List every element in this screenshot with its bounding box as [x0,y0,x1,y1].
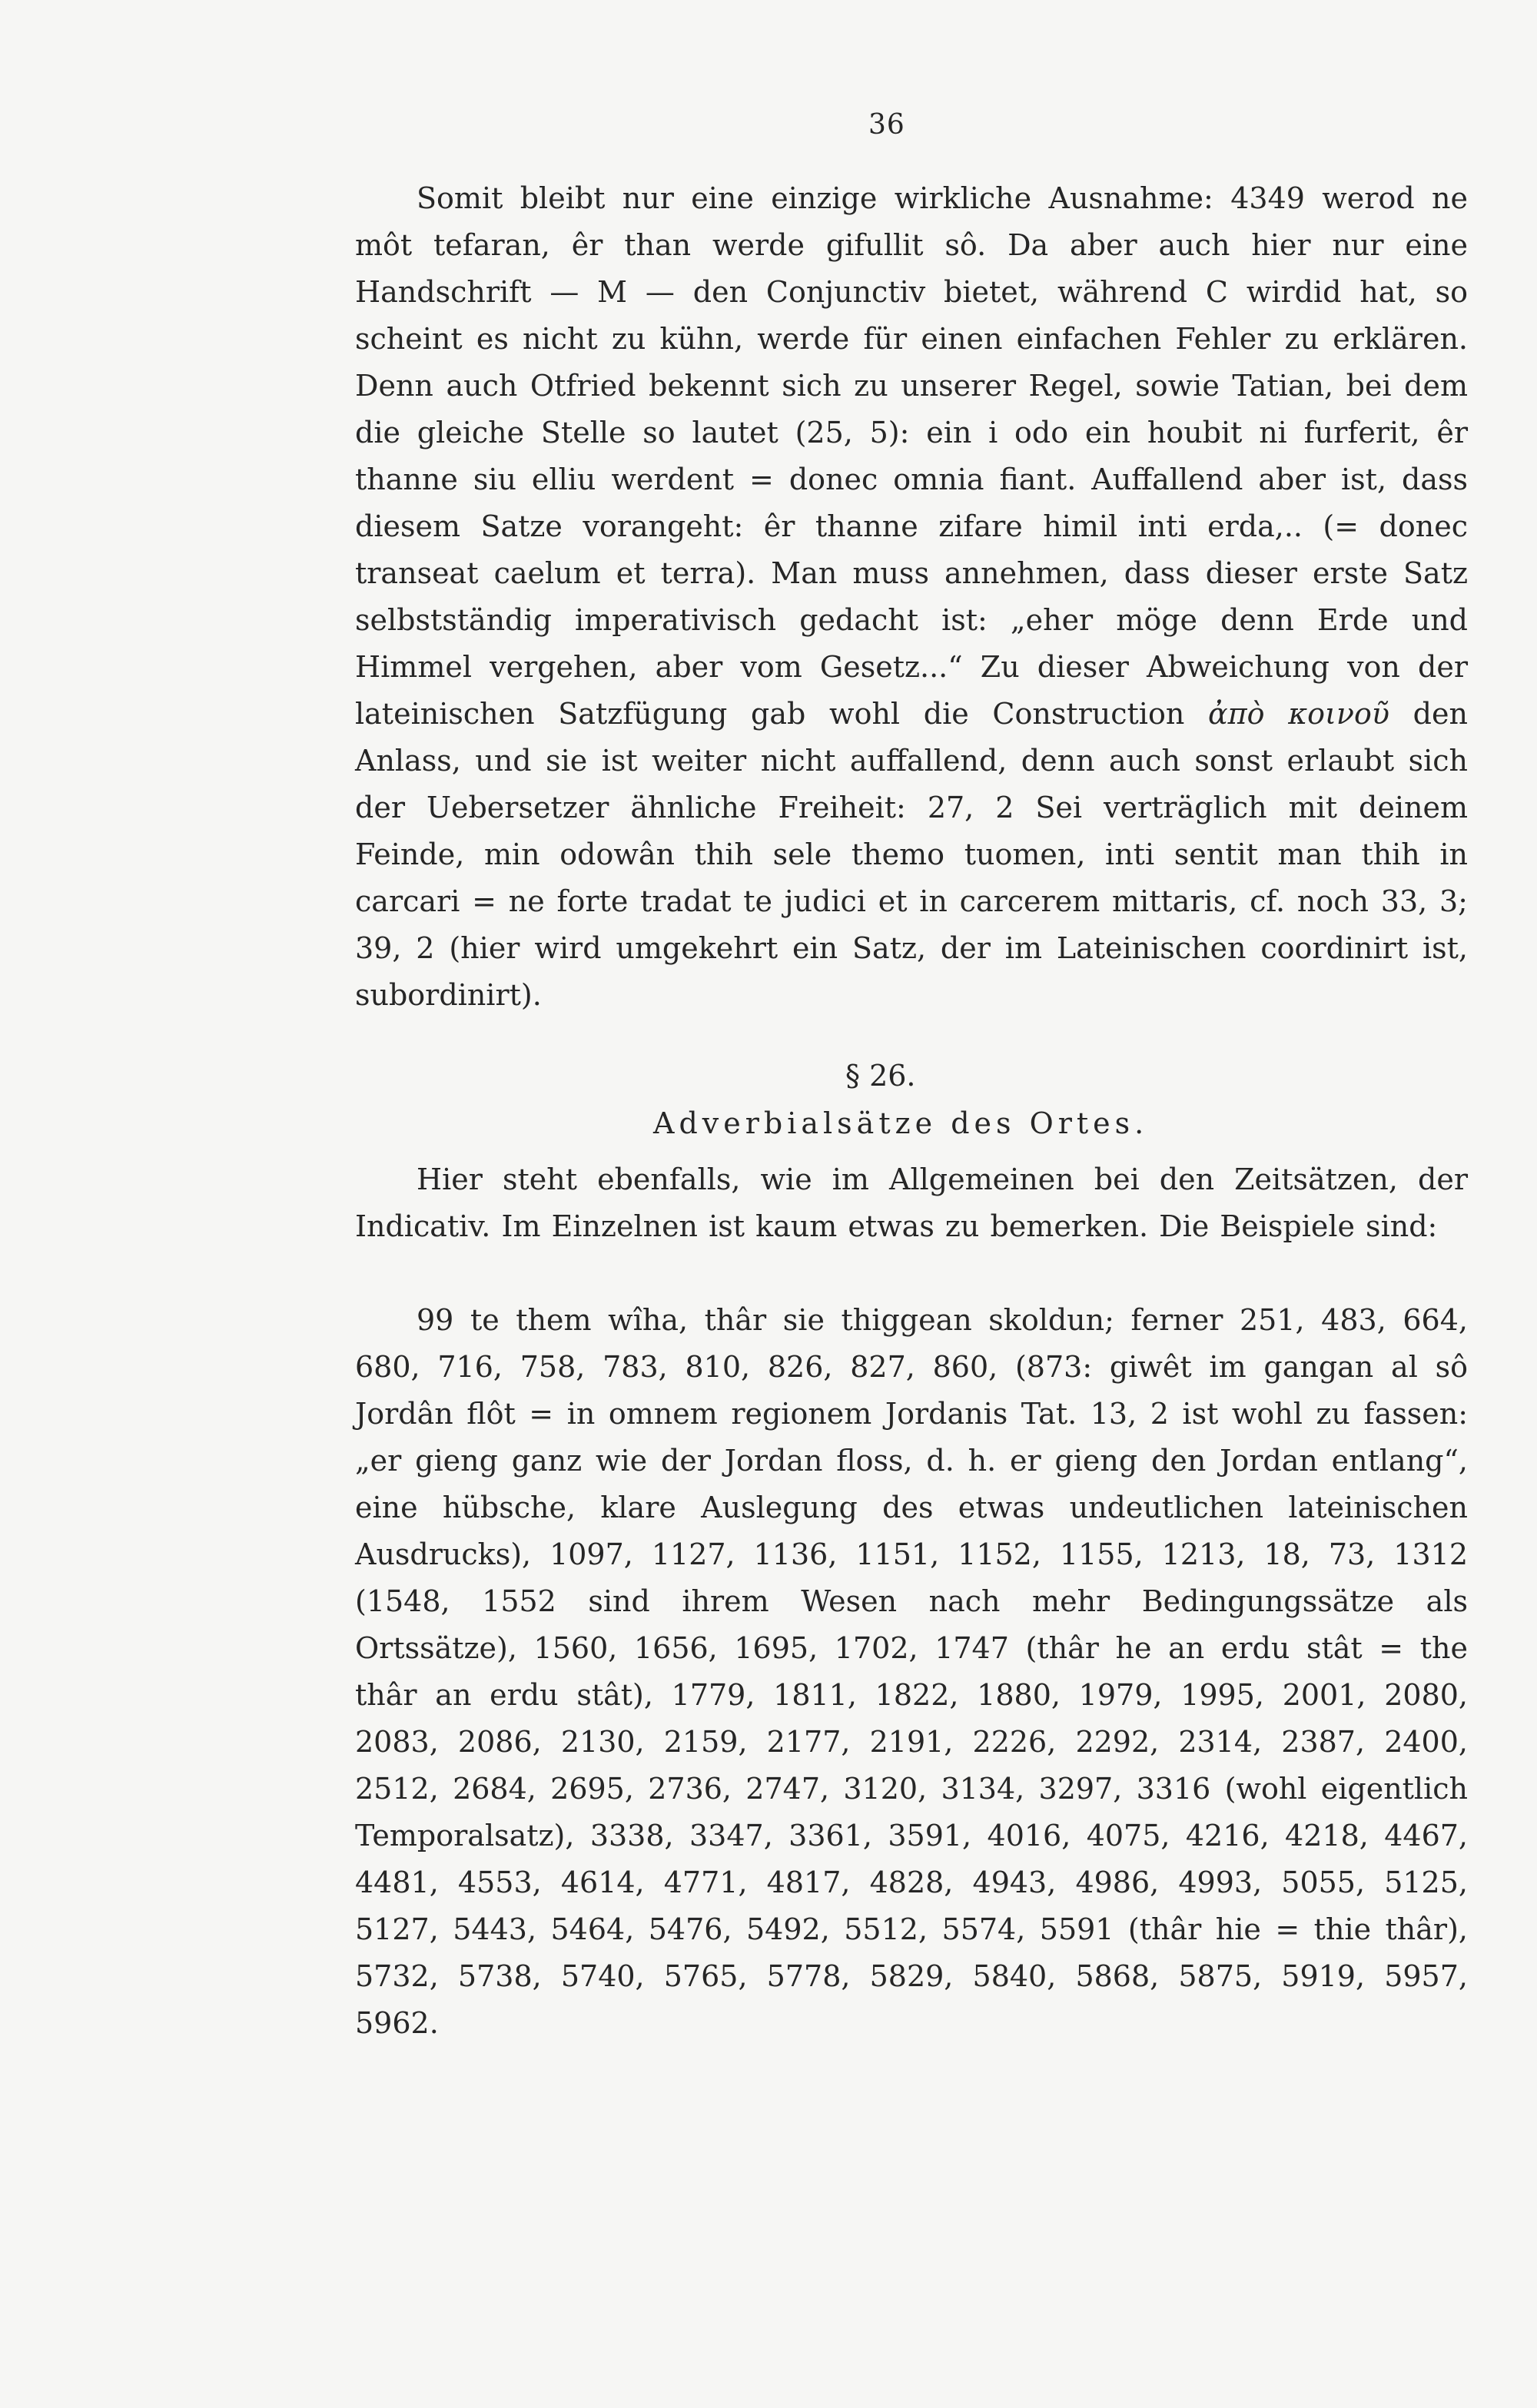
paragraph-indicativ [355,1156,1468,1250]
paragraph-text: 99 te them wîha, thâr sie thiggean skoldun; ferner 251, 483, 664, 680, 716, 758, 783, 810, 826, 827, 860, (873: giwêt im gangan al sô Jordân flôt = in omnem regionem Jordanis Tat. 13, 2 ist wohl zu fassen: „er gieng ganz wie der Jordan floss, d. h. er gieng den Jordan entlang“, eine hübsche, klare Auslegung des etwas undeutlichen lateinischen Ausdrucks), 1097, 1127, 1136, 1151, 1152, 1155, 1213, 18, 73, 1312 (1548, 1552 sind ihrem Wesen nach mehr Bedingungssätze als Ortssätze), 1560, 1656, 1695, 1702, 1747 (thâr he an erdu stât = the thâr an erdu stât), 1779, 1811, 1822, 1880, 1979, 1995, 2001, 2080, 2083, 2086, 2130, 2159, 2177, 2191, 2226, 2292, 2314, 2387, 2400, 2512, 2684, 2695, 2736, 2747, 3120, 3134, 3297, 3316 (wohl eigentlich Temporalsatz), 3338, 3347, 3361, 3591, 4016, 4075, 4216, 4218, 4467, 4481, 4553, 4614, 4771, 4817, 4828, 4943, 4986, 4993, 5055, 5125, 5127, 5443, 5464, 5476, 5492, 5512, 5574, 5591 (thâr hie = thie thâr), 5732, 5738, 5740, 5765, 5778, 5829, 5840, 5868, 5875, 5919, 5957, 5962. [355,1303,1468,2040]
paragraph-text-part: den Anlass, und sie ist weiter nicht auffallend, denn auch sonst erlaubt sich der Uebersetzer ähnliche Freiheit: 27, 2 Sei verträglich mit deinem Feinde, min odowân thih sele themo tuomen, inti sentit man thih in carcari = ne forte tradat te judici et in carcerem mittaris, cf. noch 33, 3; 39, 2 (hier wird umgekehrt ein Satz, der im Lateinischen coordinirt ist, subordinirt). [355,697,1468,1012]
page-number: 36 [868,109,905,141]
section-number: § 26. [845,1059,916,1093]
paragraph-beispiele [355,1297,1468,2047]
paragraph-ausnahme [355,175,1468,1019]
greek-phrase: ἀπὸ κοινοῦ [1208,697,1389,731]
paragraph-text-part: Somit bleibt nur eine einzige wirkliche Ausnahme: 4349 werod ne môt tefaran, êr than werde gifullit sô. Da aber auch hier nur eine Handschrift — M — den Conjunctiv bietet, während C wirdid hat, so scheint es nicht zu kühn, werde für einen einfachen Fehler zu erklären. Denn auch Otfried bekennt sich zu unserer Regel, sowie Tatian, bei dem die gleiche Stelle so lautet (25, 5): ein i odo ein houbit ni furferit, êr thanne siu elliu werdent = donec omnia fiant. Auffallend aber ist, dass diesem Satze vorangeht: êr thanne zifare himil inti erda,.. (= donec transeat caelum et terra). Man muss annehmen, dass dieser erste Satz selbstständig imperativisch gedacht ist: „eher möge denn Erde und Himmel vergehen, aber vom Gesetz...“ Zu dieser Abweichung von der lateinischen Satzfügung gab wohl die Construction [355,181,1468,731]
paragraph-text: Hier steht ebenfalls, wie im Allgemeinen bei den Zeitsätzen, der Indicativ. Im Einzelnen ist kaum etwas zu bemerken. Die Beispiele sind: [355,1163,1468,1243]
section-title: Adverbialsätze des Ortes. [653,1106,1149,1140]
